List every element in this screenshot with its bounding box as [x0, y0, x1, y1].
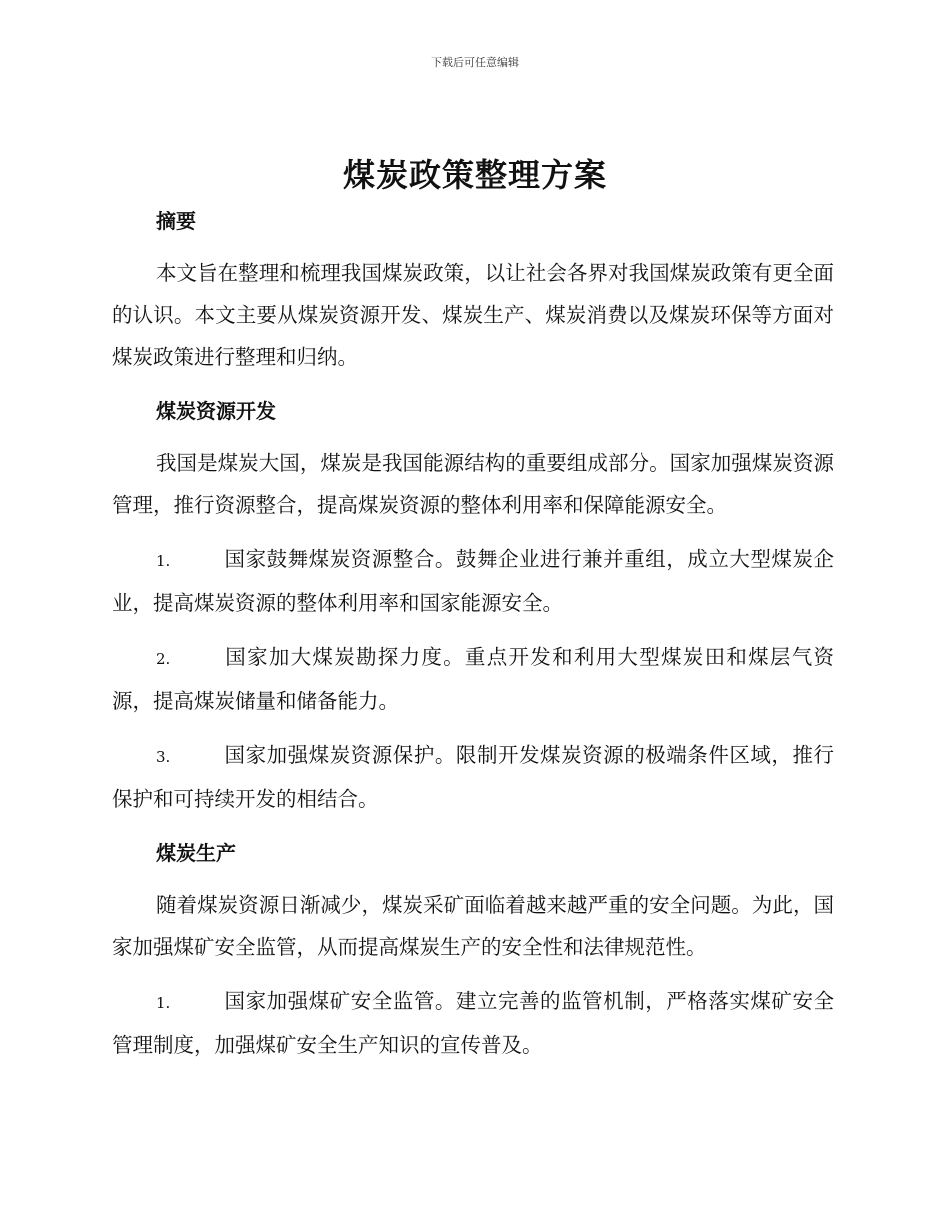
list-item: [112, 980, 834, 1066]
list-item: [112, 734, 834, 820]
list-item: [112, 636, 834, 722]
abstract-paragraph: 本文旨在整理和梳理我国煤炭政策，以让社会各界对我国煤炭政策有更全面的认识。本文主要从煤炭资源开发、煤炭生产、煤炭消费以及煤炭环保等方面对煤炭政策进行整理和归纳。: [112, 261, 834, 369]
coal-production-paragraph: 随着煤炭资源日渐减少，煤炭采矿面临着越来越严重的安全问题。为此，国家加强煤矿安全监管，从而提高煤炭生产的安全性和法律规范性。: [112, 893, 834, 959]
list-item-text: 国家鼓舞煤炭资源整合。鼓舞企业进行兼并重组，成立大型煤炭企业，提高煤炭资源的整体利用率和国家能源安全。: [112, 547, 834, 615]
document-body: [112, 200, 834, 1078]
document-title: 煤炭政策整理方案: [342, 156, 607, 194]
list-item-text: 国家加强煤矿安全监管。建立完善的监管机制，严格落实煤矿安全管理制度，加强煤矿安全生产知识的宣传普及。: [112, 989, 834, 1057]
section-heading-resource-development: 煤炭资源开发: [156, 399, 276, 423]
list-item: [112, 538, 834, 624]
list-item-text: 国家加强煤炭资源保护。限制开发煤炭资源的极端条件区域，推行保护和可持续开发的相结合。: [112, 743, 834, 811]
list-item-number: 1.: [156, 994, 171, 1012]
resource-development-paragraph: 我国是煤炭大国，煤炭是我国能源结构的重要组成部分。国家加强煤炭资源管理，推行资源整合，提高煤炭资源的整体利用率和保障能源安全。: [112, 451, 834, 517]
list-item-text: 国家加大煤炭勘探力度。重点开发和利用大型煤炭田和煤层气资源，提高煤炭储量和储备能力。: [112, 645, 834, 713]
list-item-number: 3.: [156, 748, 171, 766]
list-item-number: 2.: [156, 650, 171, 668]
section-heading-abstract: 摘要: [156, 209, 196, 233]
header-note: 下载后可任意编辑: [431, 56, 519, 69]
section-heading-coal-production: 煤炭生产: [156, 841, 236, 865]
list-item-number: 1.: [156, 552, 171, 570]
